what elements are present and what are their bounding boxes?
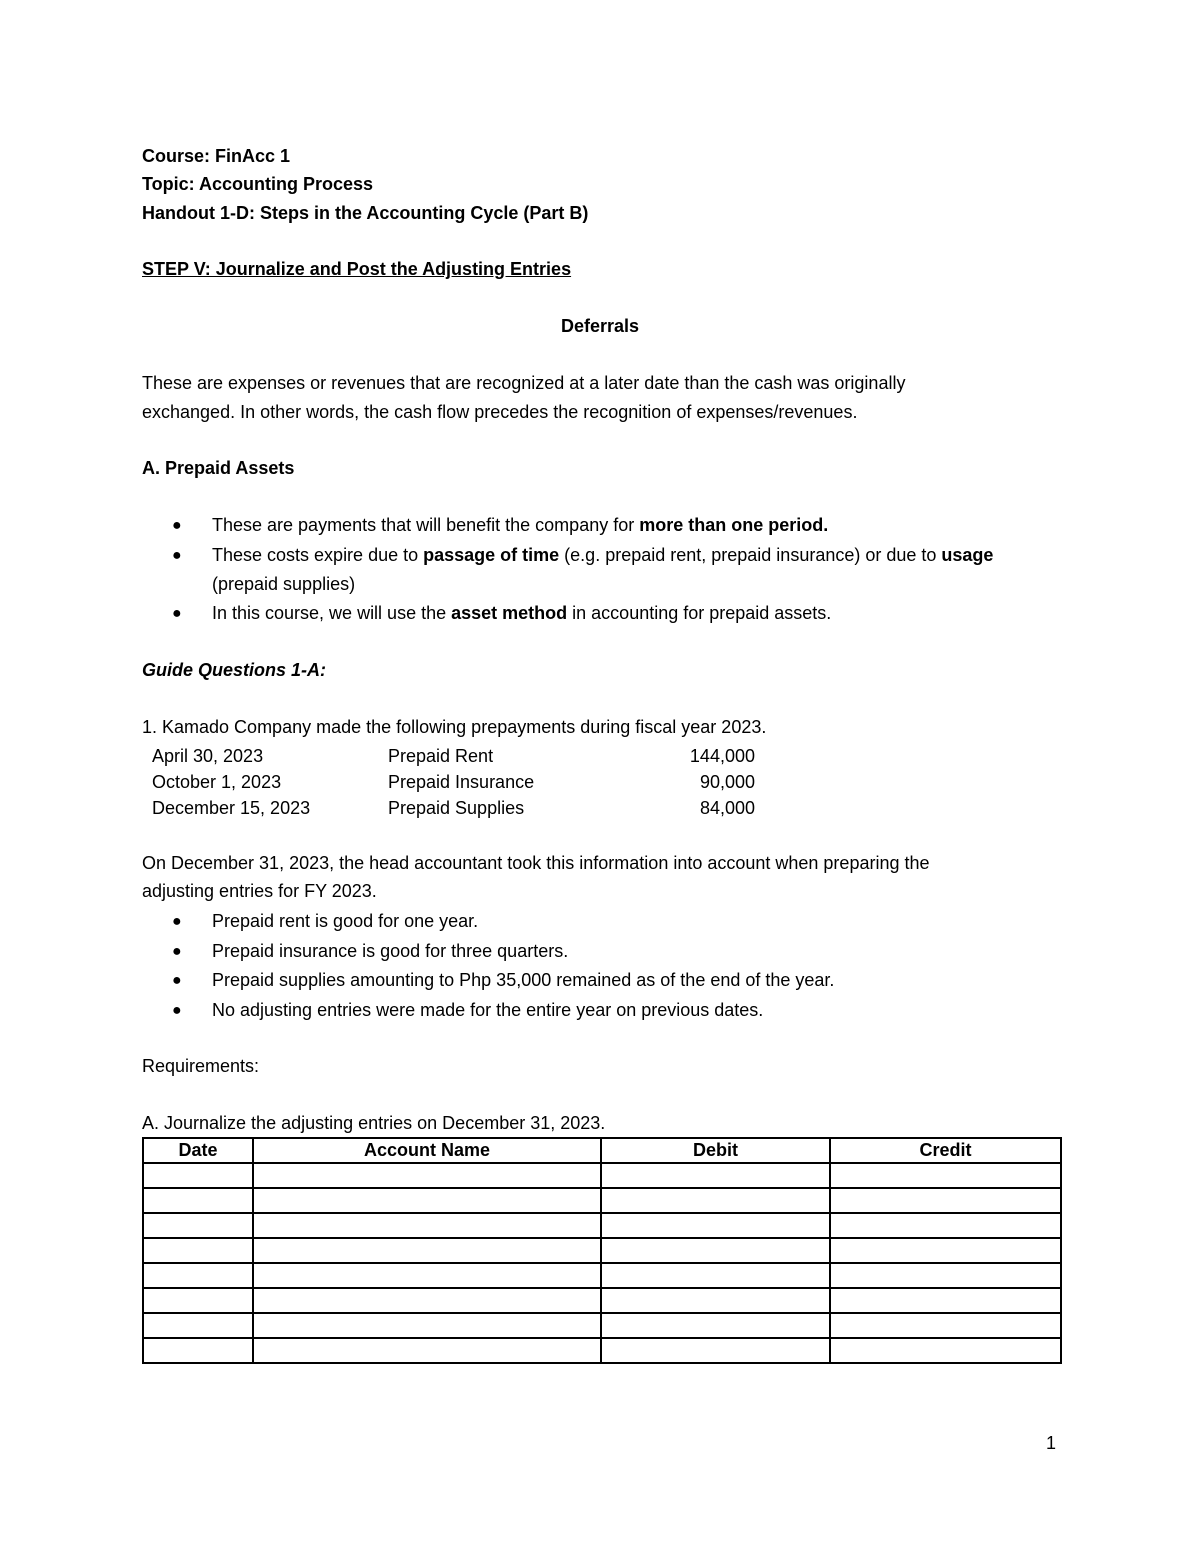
info-bullet: Prepaid rent is good for one year. xyxy=(212,911,479,931)
prepaid-bullet-2: These costs expire due to passage of time (e.g. prepaid rent, prepaid insurance) or due to usage xyxy=(212,545,994,565)
section-title: Deferrals xyxy=(560,316,640,336)
credit-cell[interactable] xyxy=(830,1288,1061,1313)
date-cell[interactable] xyxy=(143,1238,253,1263)
bullet-icon: ● xyxy=(172,943,182,960)
requirement-a: A. Journalize the adjusting entries on December 31, 2023. xyxy=(142,1113,606,1133)
bullet-icon: ● xyxy=(172,972,182,989)
intro-line-2: exchanged. In other words, the cash flow precedes the recognition of expenses/revenues. xyxy=(142,402,858,422)
table-row xyxy=(143,1313,1061,1338)
prepaid-bullet-2-cont: (prepaid supplies) xyxy=(212,574,356,594)
info-line-2: adjusting entries for FY 2023. xyxy=(142,881,377,901)
bullet-icon: ● xyxy=(172,913,182,930)
prepaid-bullet-1: These are payments that will benefit the company for more than one period. xyxy=(212,515,829,535)
table-row xyxy=(143,1188,1061,1213)
date-cell[interactable] xyxy=(143,1288,253,1313)
intro-line-1: These are expenses or revenues that are recognized at a later date than the cash was originally xyxy=(142,373,906,393)
account-cell[interactable] xyxy=(253,1238,601,1263)
debit-cell[interactable] xyxy=(601,1338,830,1363)
prepaid-bullet-3: In this course, we will use the asset method in accounting for prepaid assets. xyxy=(212,603,832,623)
credit-cell[interactable] xyxy=(830,1263,1061,1288)
credit-cell[interactable] xyxy=(830,1313,1061,1338)
bullet-icon: ● xyxy=(172,547,182,564)
prepayment-amount: 90,000 xyxy=(699,772,755,792)
handout-title: Handout 1-D: Steps in the Accounting Cycle (Part B) xyxy=(142,203,589,223)
header-credit: Credit xyxy=(830,1138,1061,1163)
info-line-1: On December 31, 2023, the head accountant took this information into account when preparing the xyxy=(142,853,930,873)
table-row xyxy=(143,1288,1061,1313)
requirements-label: Requirements: xyxy=(142,1056,260,1076)
account-cell[interactable] xyxy=(253,1263,601,1288)
info-bullet: Prepaid insurance is good for three quarters. xyxy=(212,941,569,961)
account-cell[interactable] xyxy=(253,1288,601,1313)
prepayment-date: December 15, 2023 xyxy=(152,798,311,818)
credit-cell[interactable] xyxy=(830,1213,1061,1238)
question-1: 1. Kamado Company made the following prepayments during fiscal year 2023. xyxy=(142,717,767,737)
account-cell[interactable] xyxy=(253,1213,601,1238)
prepayment-account: Prepaid Insurance xyxy=(388,772,535,792)
journal-table xyxy=(142,1137,1062,1364)
header-date: Date xyxy=(143,1138,253,1163)
prepaid-assets-heading: A. Prepaid Assets xyxy=(142,458,295,478)
table-row xyxy=(143,1263,1061,1288)
table-row xyxy=(143,1163,1061,1188)
bullet-icon: ● xyxy=(172,517,182,534)
prepayment-amount: 84,000 xyxy=(699,798,755,818)
table-row xyxy=(143,1338,1061,1363)
debit-cell[interactable] xyxy=(601,1313,830,1338)
prepayment-account: Prepaid Rent xyxy=(388,746,494,766)
topic-line: Topic: Accounting Process xyxy=(142,174,374,194)
credit-cell[interactable] xyxy=(830,1238,1061,1263)
debit-cell[interactable] xyxy=(601,1188,830,1213)
page-number: 1 xyxy=(1046,1433,1057,1453)
date-cell[interactable] xyxy=(143,1213,253,1238)
guide-questions-heading: Guide Questions 1-A: xyxy=(142,660,327,680)
account-cell[interactable] xyxy=(253,1338,601,1363)
prepayment-amount: 144,000 xyxy=(689,746,755,766)
info-bullet: No adjusting entries were made for the entire year on previous dates. xyxy=(212,1000,764,1020)
course-line: Course: FinAcc 1 xyxy=(142,146,291,166)
bullet-icon: ● xyxy=(172,605,182,622)
date-cell[interactable] xyxy=(143,1188,253,1213)
prepayment-date: October 1, 2023 xyxy=(152,772,282,792)
debit-cell[interactable] xyxy=(601,1238,830,1263)
credit-cell[interactable] xyxy=(830,1163,1061,1188)
header-debit: Debit xyxy=(601,1138,830,1163)
table-row xyxy=(143,1213,1061,1238)
account-cell[interactable] xyxy=(253,1188,601,1213)
date-cell[interactable] xyxy=(143,1163,253,1188)
bullet-icon: ● xyxy=(172,1002,182,1019)
account-cell[interactable] xyxy=(253,1313,601,1338)
date-cell[interactable] xyxy=(143,1313,253,1338)
date-cell[interactable] xyxy=(143,1263,253,1288)
debit-cell[interactable] xyxy=(601,1213,830,1238)
debit-cell[interactable] xyxy=(601,1163,830,1188)
credit-cell[interactable] xyxy=(830,1338,1061,1363)
debit-cell[interactable] xyxy=(601,1263,830,1288)
date-cell[interactable] xyxy=(143,1338,253,1363)
prepayment-date: April 30, 2023 xyxy=(152,746,264,766)
table-row xyxy=(143,1238,1061,1263)
account-cell[interactable] xyxy=(253,1163,601,1188)
step-title: STEP V: Journalize and Post the Adjusting Entries xyxy=(142,259,572,279)
prepayment-account: Prepaid Supplies xyxy=(388,798,525,818)
header-account-name: Account Name xyxy=(253,1138,601,1163)
debit-cell[interactable] xyxy=(601,1288,830,1313)
table-header-row xyxy=(143,1138,1061,1163)
credit-cell[interactable] xyxy=(830,1188,1061,1213)
info-bullet: Prepaid supplies amounting to Php 35,000 remained as of the end of the year. xyxy=(212,970,835,990)
